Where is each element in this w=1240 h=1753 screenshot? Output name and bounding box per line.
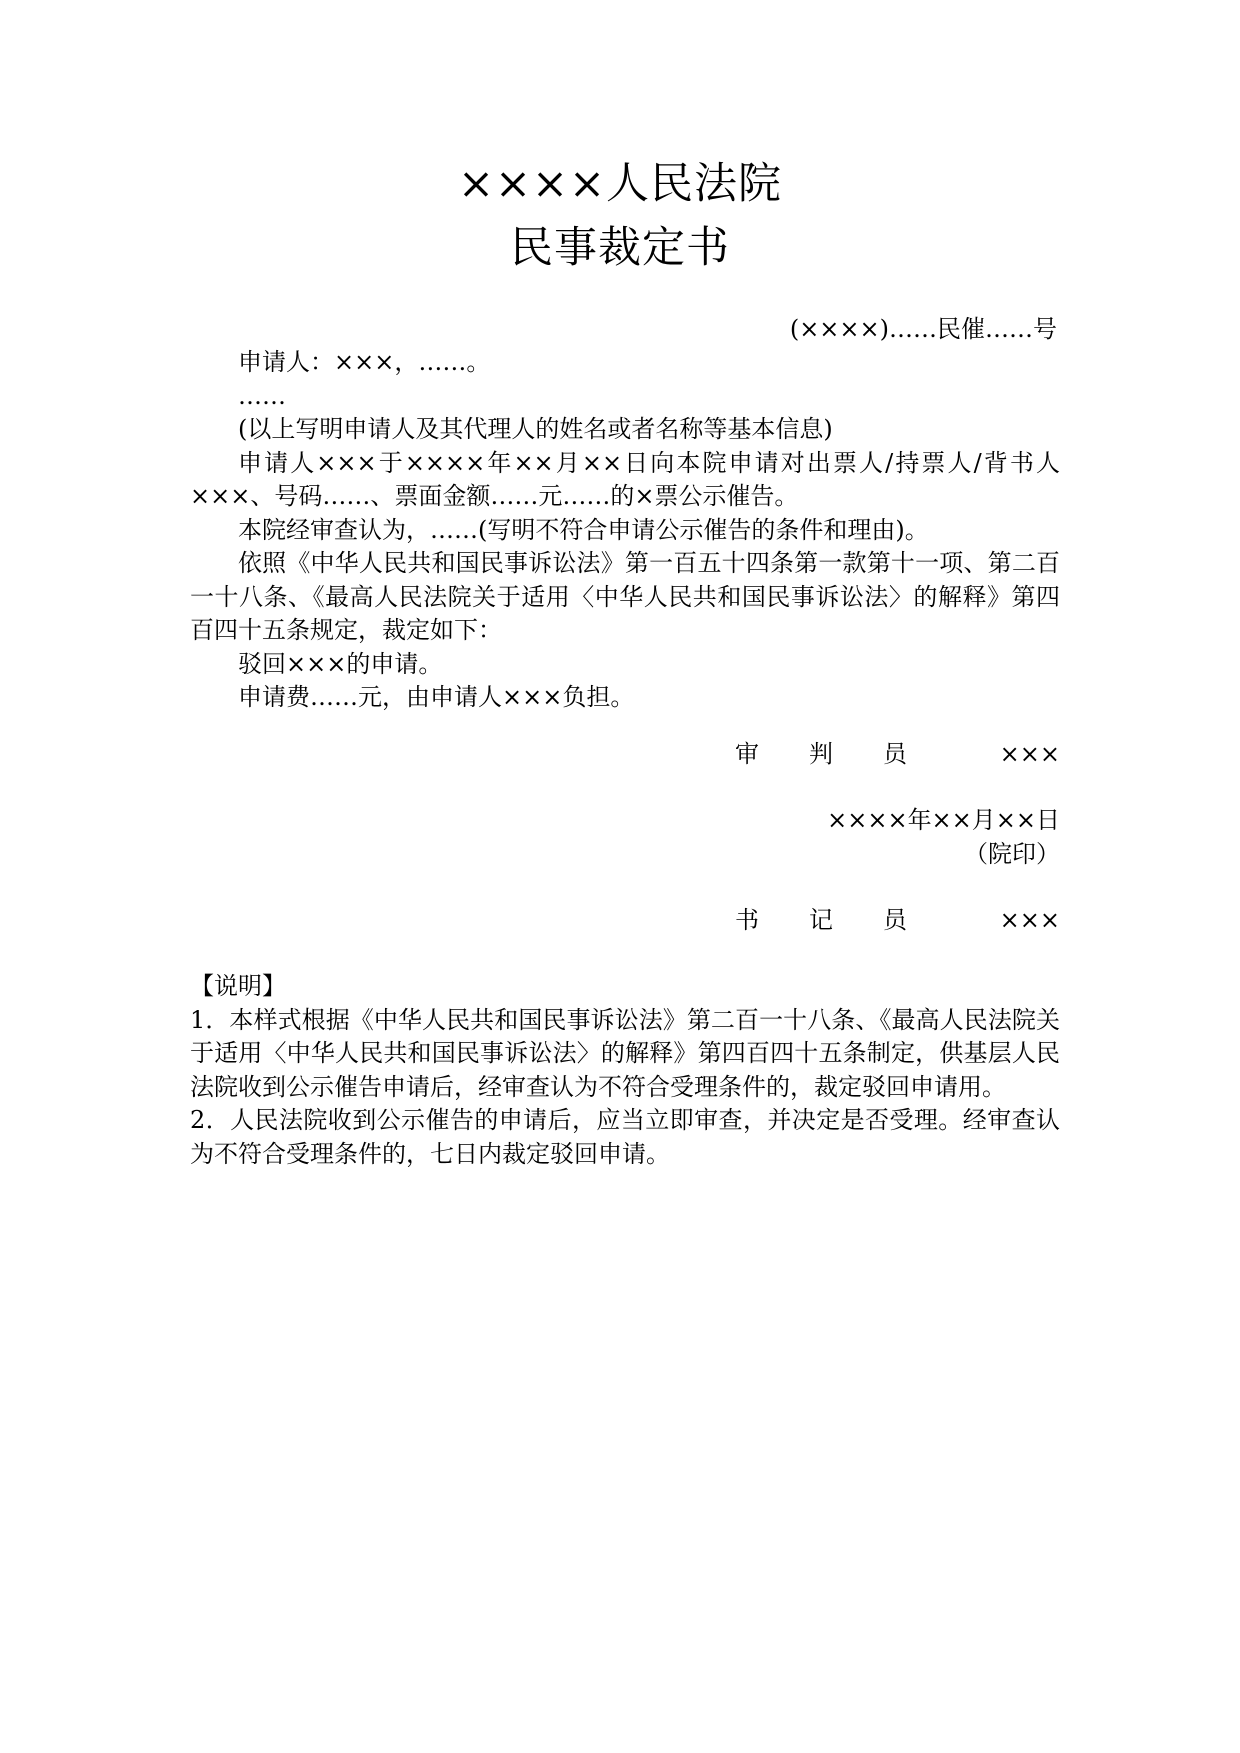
legal-basis: 依照《中华人民共和国民事诉讼法》第一百五十四条第一款第十一项、第二百一十八条、《最高人民法院关于适用〈中华人民共和国民事诉讼法〉的解释》第四百四十五条规定，裁定如下：: [190, 549, 1060, 644]
notes-heading: 【说明】: [190, 972, 286, 1000]
fee-allocation: 申请费……元，由申请人×××负担。: [238, 683, 635, 711]
ruling-date: ××××年××月××日: [827, 806, 1060, 834]
ellipsis-line: ……: [238, 381, 286, 410]
clerk-role-char: 员: [883, 906, 907, 934]
document-title: 民事裁定书: [510, 223, 730, 273]
application-facts: 申请人×××于××××年××月××日向本院申请对出票人/持票人/背书人×××、号码……、票面金额……元……的×票公示催告。: [190, 448, 1060, 510]
clerk-role-char: 记: [809, 906, 833, 934]
applicant-line: 申请人：×××，……。: [238, 348, 491, 376]
judge-role-char: 判: [809, 740, 833, 768]
clerk-role: [735, 904, 907, 937]
note-item: 1．本样式根据《中华人民共和国民事诉讼法》第二百一十八条、《最高人民法院关于适用〈中华人民共和国民事诉讼法〉的解释》第四百四十五条制定，供基层人民法院收到公示催告申请后，经审查认为不符合受理条件的，裁定驳回申请用。: [190, 1005, 1060, 1101]
ruling-result: 驳回×××的申请。: [238, 649, 443, 678]
judge-name: ×××: [999, 740, 1060, 768]
court-seal-note: （院印）: [964, 840, 1060, 868]
note-item: 2．人民法院收到公示催告的申请后，应当立即审查，并决定是否受理。经审查认为不符合受理条件的，七日内裁定驳回申请。: [190, 1106, 1060, 1168]
court-name: ××××人民法院: [457, 159, 783, 209]
judge-role-char: 员: [883, 740, 907, 768]
ruling-body: [190, 346, 1060, 715]
explanation-notes: [190, 970, 1060, 1171]
clerk-name: ×××: [999, 906, 1060, 934]
case-number: (××××)……民催……号: [789, 315, 1057, 343]
applicant-info-note: (以上写明申请人及其代理人的姓名或者名称等基本信息): [238, 415, 833, 443]
judge-role-char: 审: [735, 740, 759, 768]
clerk-signature: [735, 904, 1060, 937]
court-review-reasoning: 本院经审查认为，……(写明不符合申请公示催告的条件和理由)。: [238, 515, 929, 544]
judge-signature: [735, 738, 1060, 771]
judge-role: [735, 738, 907, 771]
clerk-role-char: 书: [735, 906, 759, 934]
